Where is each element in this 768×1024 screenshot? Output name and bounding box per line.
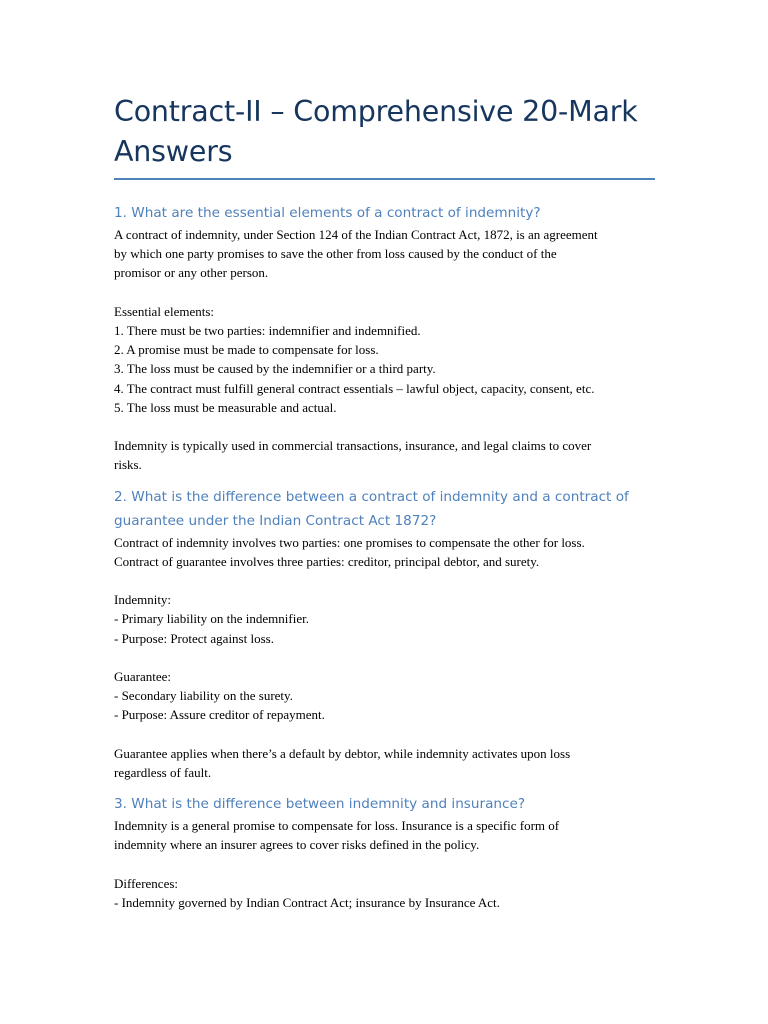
section-3 bbox=[114, 792, 654, 912]
list-item: - Purpose: Protect against loss. bbox=[114, 630, 274, 646]
list-item: 4. The contract must fulfill general contract essentials – lawful object, capacity, consent, etc. bbox=[114, 380, 595, 396]
section-2-guarantee-list bbox=[114, 667, 654, 725]
document-title bbox=[114, 92, 654, 172]
section-2-closing-line: Guarantee applies when there’s a default by debtor, while indemnity activates upon loss bbox=[114, 745, 571, 761]
section-2-closing bbox=[114, 744, 654, 782]
section-3-intro-line: indemnity where an insurer agrees to cover risks defined in the policy. bbox=[114, 837, 480, 853]
section-3-heading: 3. What is the difference between indemnity and insurance? bbox=[114, 796, 526, 813]
indemnity-list-title: Indemnity: bbox=[114, 592, 172, 608]
section-1-intro-line: A contract of indemnity, under Section 124 of the Indian Contract Act, 1872, is an agreement bbox=[114, 227, 598, 242]
section-3-intro bbox=[114, 816, 654, 854]
list-item: 3. The loss must be caused by the indemnifier or a third party. bbox=[114, 361, 436, 377]
section-2-indemnity-list bbox=[114, 590, 654, 648]
section-2-closing-line: regardless of fault. bbox=[114, 765, 212, 780]
section-3-intro-line: Indemnity is a general promise to compensate for loss. Insurance is a specific form of bbox=[114, 818, 560, 834]
document-title-line-1: Contract-II – Comprehensive 20-Mark bbox=[114, 95, 638, 128]
section-1-intro-line: promisor or any other person. bbox=[114, 265, 269, 281]
section-2-intro bbox=[114, 533, 654, 571]
paragraph-spacer bbox=[114, 855, 654, 874]
list-item: 2. A promise must be made to compensate for loss. bbox=[114, 342, 379, 358]
paragraph-spacer bbox=[114, 648, 654, 667]
list-item: - Purpose: Assure creditor of repayment. bbox=[114, 707, 325, 723]
section-2-heading bbox=[114, 485, 654, 533]
section-1-list bbox=[114, 302, 654, 417]
section-1-intro bbox=[114, 225, 654, 283]
paragraph-spacer bbox=[114, 571, 654, 590]
section-1-closing bbox=[114, 436, 654, 474]
list-item: - Indemnity governed by Indian Contract Act; insurance by Insurance Act. bbox=[114, 895, 500, 910]
section-spacer bbox=[114, 475, 654, 485]
list-item: 5. The loss must be measurable and actual. bbox=[114, 399, 337, 415]
section-spacer bbox=[114, 782, 654, 792]
paragraph-spacer bbox=[114, 725, 654, 744]
section-3-list-title: Differences: bbox=[114, 875, 179, 891]
section-3-list bbox=[114, 874, 654, 912]
section-2-heading-line-2: guarantee under the Indian Contract Act 1872? bbox=[114, 512, 437, 529]
section-1-closing-line: Indemnity is typically used in commercial transactions, insurance, and legal claims to cover bbox=[114, 438, 592, 454]
document-title-line-2: Answers bbox=[114, 135, 233, 168]
list-item: - Primary liability on the indemnifier. bbox=[114, 611, 309, 627]
section-1-list-title: Essential elements: bbox=[114, 303, 215, 319]
section-2 bbox=[114, 485, 654, 783]
list-item: - Secondary liability on the surety. bbox=[114, 688, 293, 704]
list-item: 1. There must be two parties: indemnifier and indemnified. bbox=[114, 323, 421, 338]
guarantee-list-title: Guarantee: bbox=[114, 669, 172, 684]
section-2-heading-line-1: 2. What is the difference between a contract of indemnity and a contract of bbox=[114, 488, 629, 505]
section-2-intro-line: Contract of guarantee involves three parties: creditor, principal debtor, and surety. bbox=[114, 553, 540, 569]
section-1-closing-line: risks. bbox=[114, 457, 142, 473]
section-2-intro-line: Contract of indemnity involves two parties: one promises to compensate the other for loss. bbox=[114, 534, 585, 550]
title-underline-rule bbox=[114, 178, 655, 180]
section-1-heading: 1. What are the essential elements of a contract of indemnity? bbox=[114, 205, 541, 221]
paragraph-spacer bbox=[114, 417, 654, 436]
paragraph-spacer bbox=[114, 283, 654, 302]
section-1 bbox=[114, 201, 654, 475]
section-1-intro-line: by which one party promises to save the other from loss caused by the conduct of the bbox=[114, 246, 557, 262]
